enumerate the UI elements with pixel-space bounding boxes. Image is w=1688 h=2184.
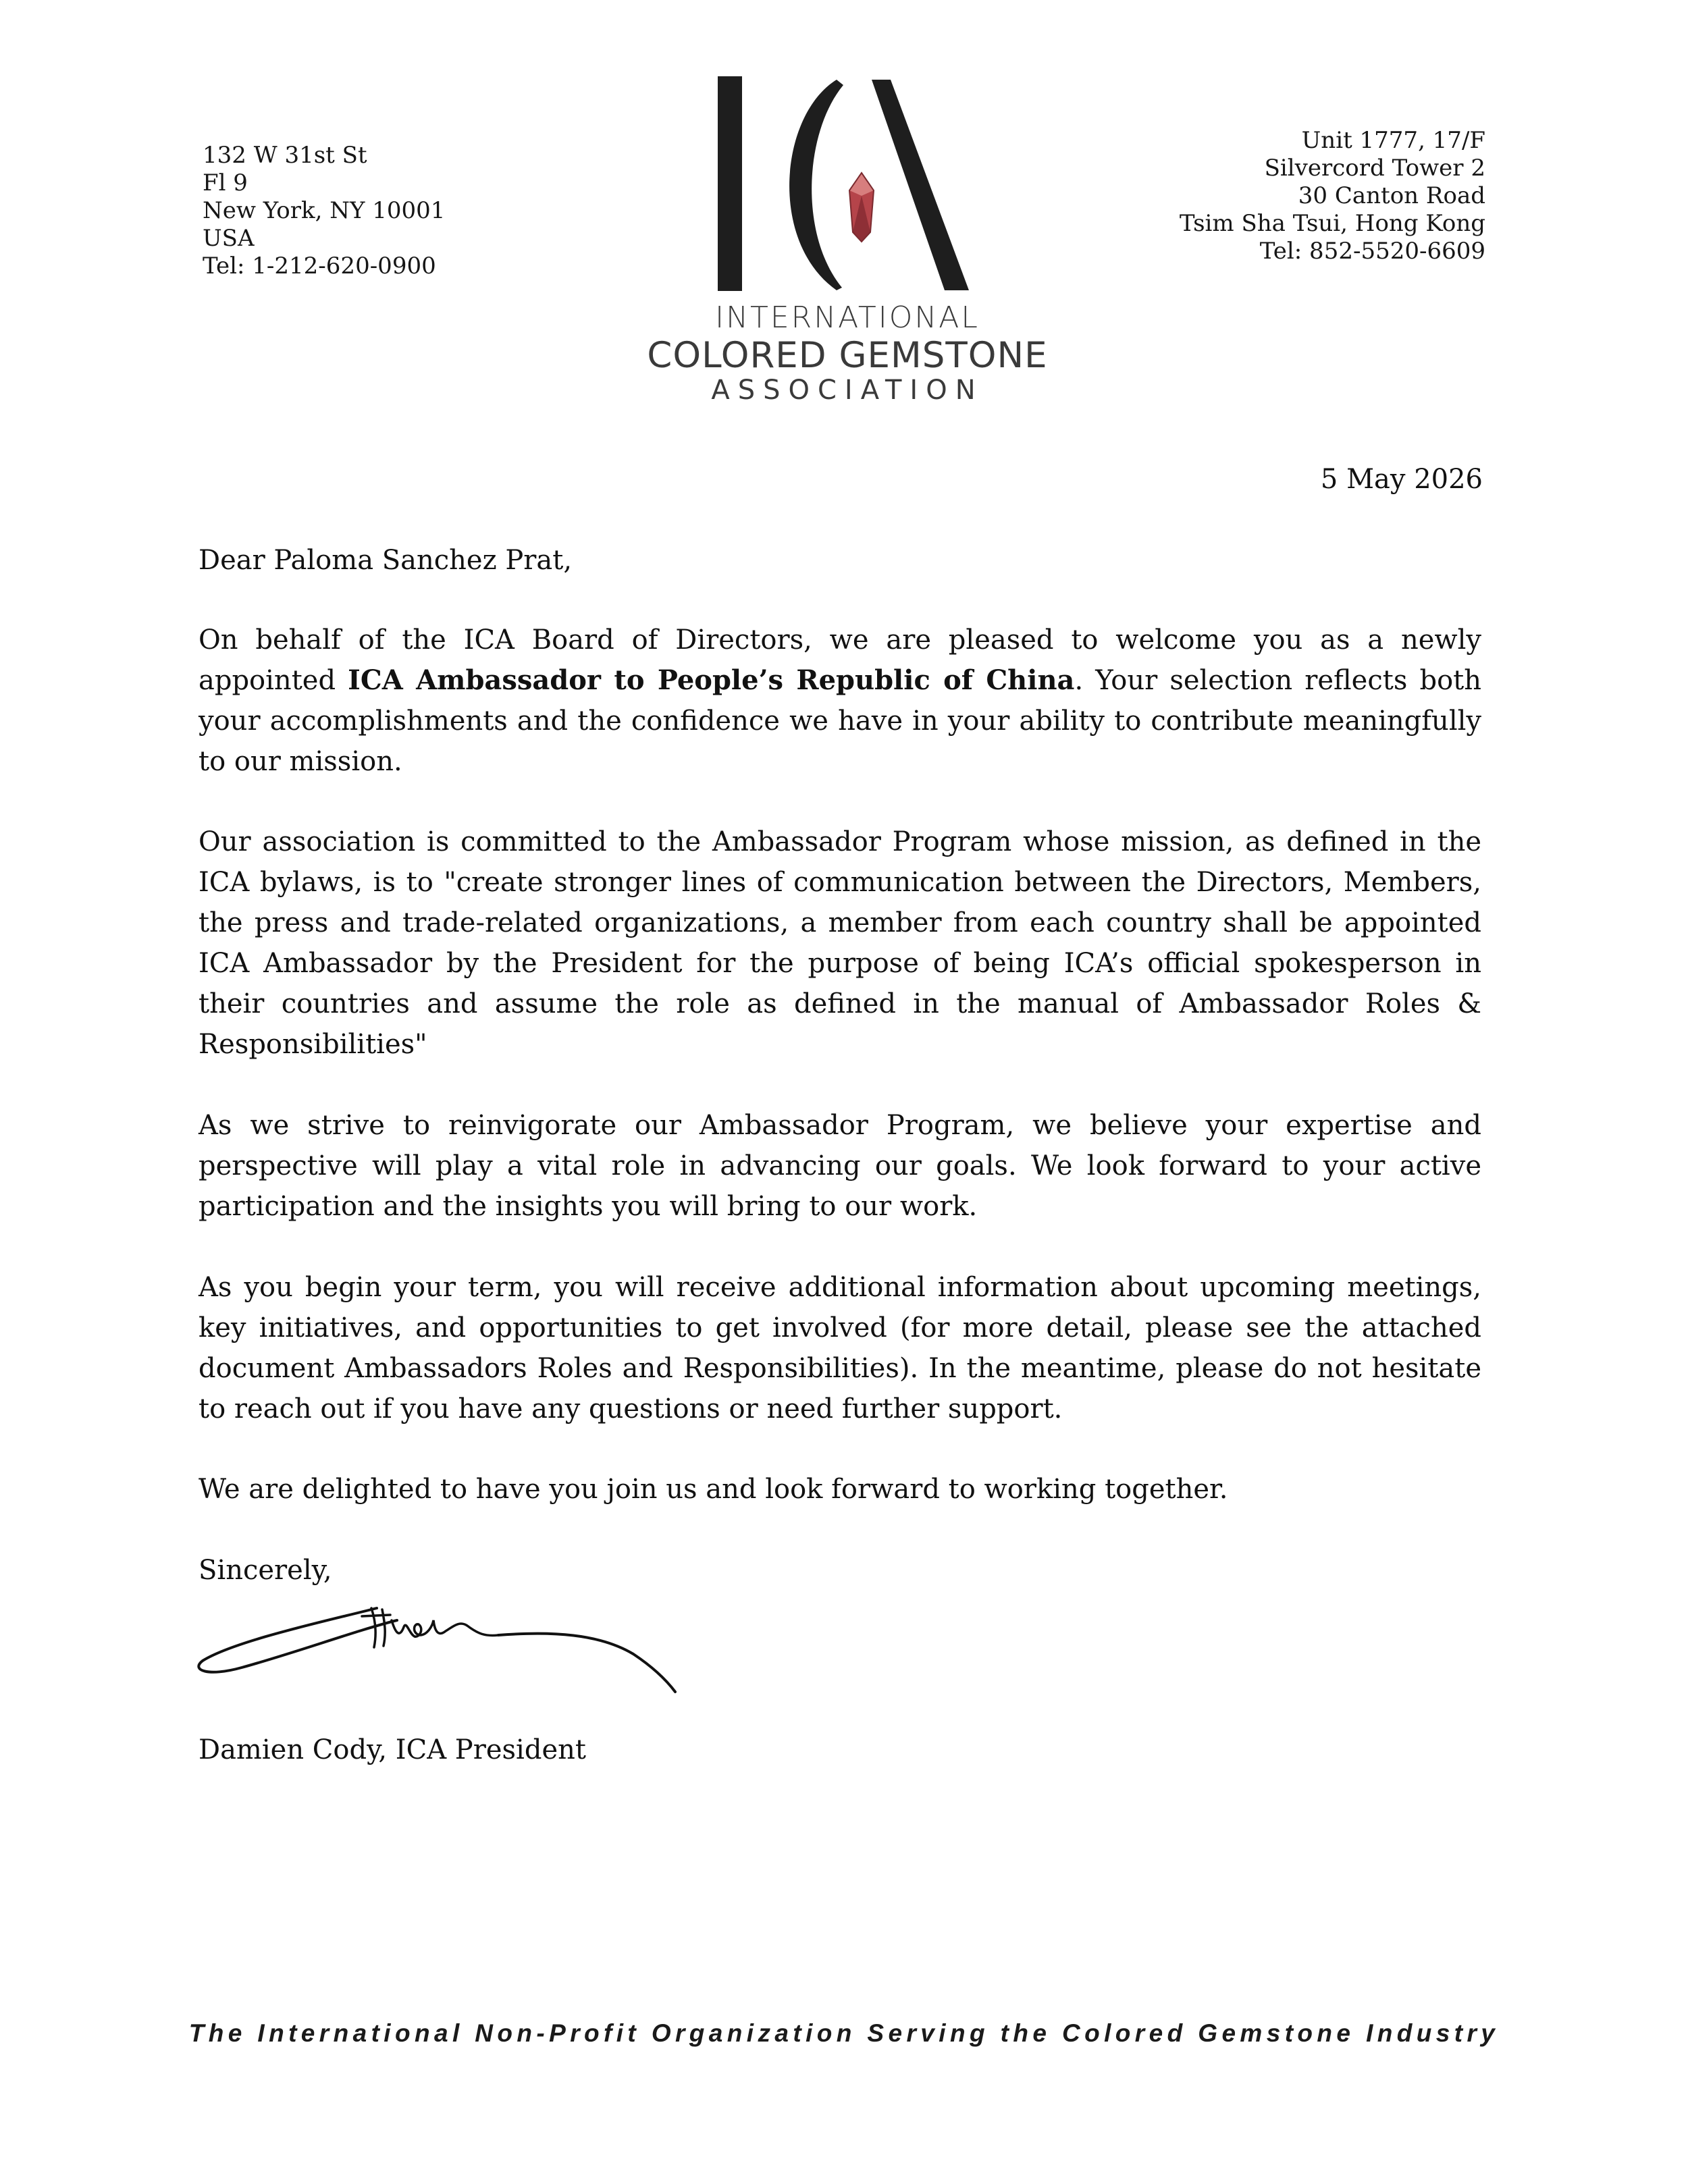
left-address-line: New York, NY 10001: [203, 197, 446, 224]
logo-text-colored-gemstone: COLORED GEMSTONE: [647, 335, 1048, 376]
right-address-line: Silvercord Tower 2: [1264, 155, 1485, 182]
letter-paragraph-3: [199, 1105, 1481, 1227]
right-address-line: Tel: 852-5520-6609: [1259, 238, 1485, 265]
letter-paragraph-1: [199, 620, 1481, 782]
letter-paragraph-4: [199, 1267, 1481, 1429]
paragraph-3: As we strive to reinvigorate our Ambassador Program, we believe your expertise and perspective will play a vital role in advancing our goals. We look forward to your active participation and the insights you will bring to our work.: [199, 1110, 1481, 1222]
right-address-line: 30 Canton Road: [1298, 182, 1485, 209]
letter-paragraph-2: [199, 822, 1481, 1065]
logo-text-international: INTERNATIONAL: [715, 300, 980, 335]
letter-closing: [199, 1550, 1481, 1591]
ambassador-title: ICA Ambassador to People’s Republic of China: [348, 664, 1075, 696]
ica-monogram-logo: [714, 73, 977, 296]
right-address-line: Unit 1777, 17/F: [1301, 127, 1485, 154]
right-address-line: Tsim Sha Tsui, Hong Kong: [1179, 210, 1485, 237]
paragraph-1: [199, 620, 1481, 782]
handwritten-signature: [194, 1593, 694, 1728]
gem-icon: [849, 173, 874, 242]
left-address-line: Tel: 1-212-620-0900: [203, 252, 436, 279]
left-address-line: Fl 9: [203, 169, 248, 196]
closing: Sincerely,: [199, 1555, 332, 1586]
letter-signatory: [199, 1730, 1481, 1770]
logo-text-association: ASSOCIATION: [711, 375, 984, 406]
paragraph-1-rest: . Your selection reflects both your accomplishments and the confidence we have in your ability to contribute meaningfully to our mission.: [199, 665, 1482, 777]
right-address: [1180, 127, 1485, 265]
paragraph-5: We are delighted to have you join us and look forward to working together.: [199, 1474, 1228, 1505]
paragraph-1-text: On behalf of the ICA Board of Directors, we are pleased to welcome you as a newly appointed: [199, 624, 1481, 696]
letter-salutation: [199, 540, 1481, 581]
letter-paragraph-5: [199, 1469, 1481, 1510]
paragraph-2: Our association is committed to the Ambassador Program whose mission, as defined in the ICA bylaws, is to "create stronger lines of communication between the Directors, Members, the press and trade-related organizations, a member from each country shall be appointed ICA Ambassador by the President for the purpose of being ICA’s official spokesperson in their countries and assume the role as defined in the manual of Ambassador Roles & Responsibilities": [199, 826, 1481, 1060]
signatory-name: Damien Cody, ICA President: [199, 1734, 586, 1765]
letter-date: 5 May 2026: [1320, 464, 1483, 495]
left-address-line: 132 W 31st St: [203, 142, 367, 169]
left-address-line: USA: [203, 225, 255, 252]
ica-logo: [631, 73, 1063, 410]
footer-tagline: The International Non-Profit Organization Serving the Colored Gemstone Industry: [188, 2019, 1500, 2047]
salutation: Dear Paloma Sanchez Prat,: [199, 545, 573, 576]
paragraph-4: As you begin your term, you will receive additional information about upcoming meetings, key initiatives, and opportunities to get involved (for more detail, please see the attached document Ambassadors Roles and Responsibilities). In the meantime, please do not hesitate to reach out if you have any questions or need further support.: [199, 1272, 1481, 1424]
left-address: [203, 142, 445, 280]
